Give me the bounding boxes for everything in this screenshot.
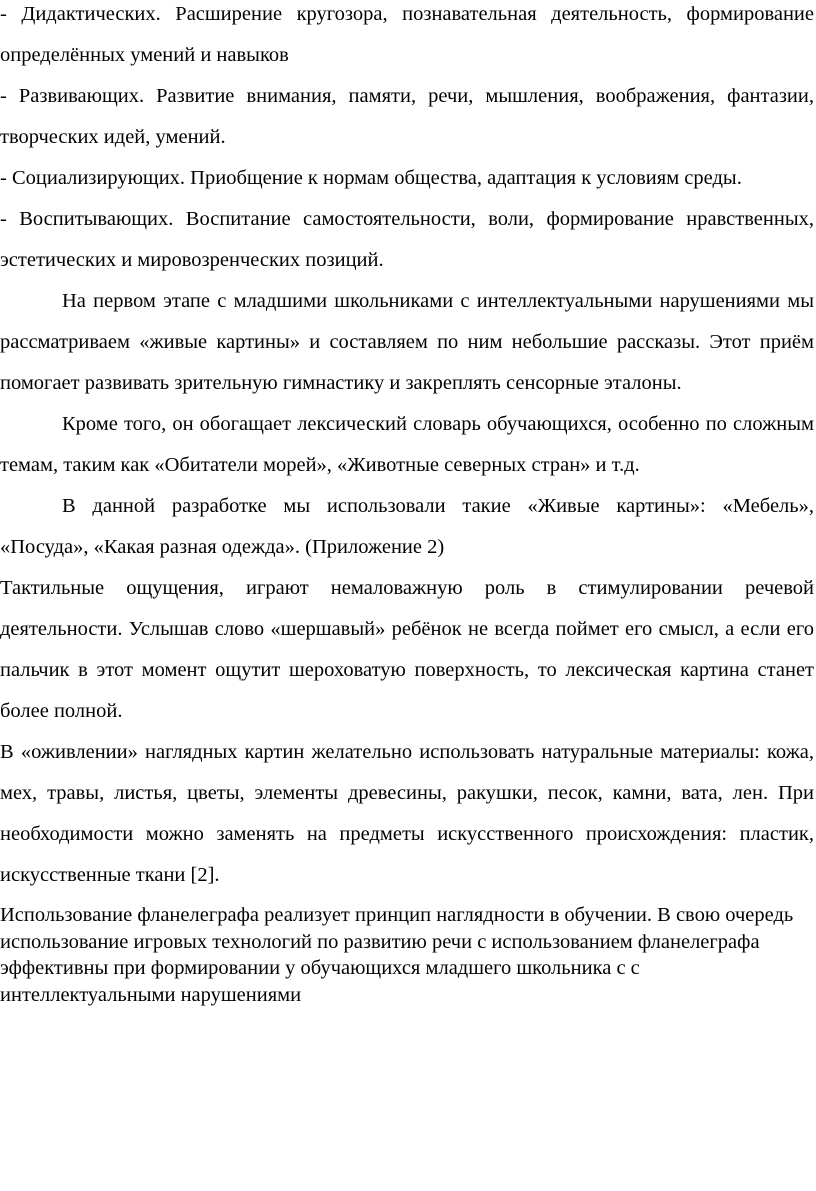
paragraph-living-pictures: В данной разработке мы использовали такие «Живые картины»: «Мебель», «Посуда», «Какая разная одежда». (Приложение 2) <box>0 495 814 558</box>
list-item-didactic: - Дидактических. Расширение кругозора, познавательная деятельность, формирование определённых умений и навыков <box>0 3 814 66</box>
paragraph-first-stage: На первом этапе с младшими школьниками с интеллектуальными нарушениями мы рассматриваем «живые картины» и составляем по ним небольшие рассказы. Этот приём помогает развивать зрительную гимнастику и закреплять сенсорные эталоны. <box>0 290 814 394</box>
list-item-developing: - Развивающих. Развитие внимания, памяти, речи, мышления, воображения, фантазии, творческих идей, умений. <box>0 85 814 148</box>
paragraph-flannelgraph: Использование фланелеграфа реализует принцип наглядности в обучении. В свою очередь использование игровых технологий по развитию речи с использованием фланелеграфа эффективны при формировании у обучающихся младшего школьника с с интеллектуальными нарушениями <box>0 904 794 1006</box>
list-item-socializing: - Социализирующих. Приобщение к нормам общества, адаптация к условиям среды. <box>0 167 742 189</box>
paragraph-tactile: Тактильные ощущения, играют немаловажную роль в стимулировании речевой деятельности. Услышав слово «шершавый» ребёнок не всегда поймет его смысл, а если его пальчик в этот момент ощутит шероховатую поверхность, то лексическая картина станет более полной. <box>0 577 814 722</box>
paragraph-materials: В «оживлении» наглядных картин желательно использовать натуральные материалы: кожа, мех, травы, листья, цветы, элементы древесины, ракушки, песок, камни, вата, лен. При необходимости можно заменять на предметы искусственного происхождения: пластик, искусственные ткани [2]. <box>0 741 814 886</box>
paragraph-vocabulary: Кроме того, он обогащает лексический словарь обучающихся, особенно по сложным темам, таким как «Обитатели морей», «Животные северных стран» и т.д. <box>0 413 814 476</box>
list-item-educating: - Воспитывающих. Воспитание самостоятельности, воли, формирование нравственных, эстетических и мировозренческих позиций. <box>0 208 814 271</box>
